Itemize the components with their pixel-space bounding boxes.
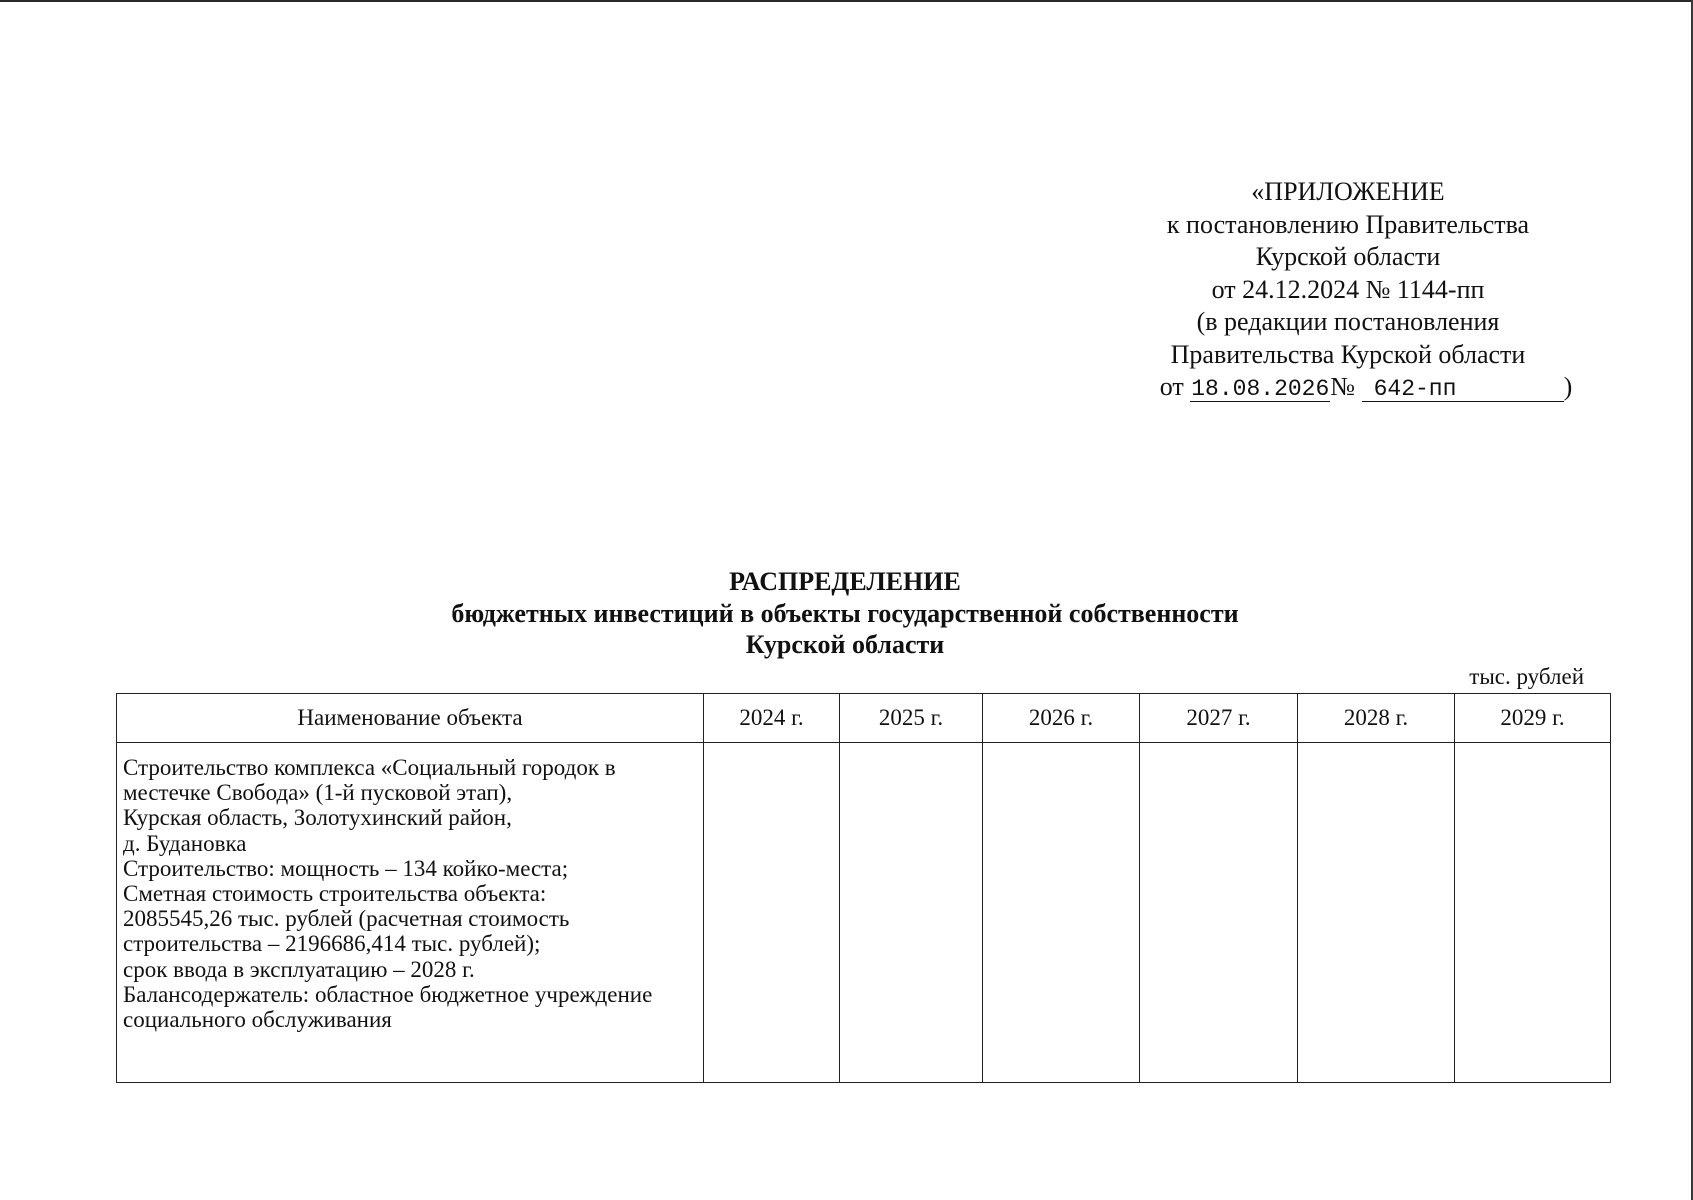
title-heading: РАСПРЕДЕЛЕНИЕ — [729, 567, 961, 596]
object-description-cell — [117, 743, 704, 1083]
description-line: 2085545,26 тыс. рублей (расчетная стоимость — [123, 906, 570, 932]
column-header-2026: 2026 г. — [983, 694, 1140, 743]
value-cell-2029 — [1455, 743, 1611, 1083]
description-line: местечке Свобода» (1-й пусковой этап), — [123, 780, 513, 806]
appendix-line: Правительства Курской области — [1170, 339, 1526, 369]
amendment-suffix: ) — [1563, 372, 1573, 401]
investment-table — [116, 693, 1611, 1083]
description-line: срок ввода в эксплуатацию – 2028 г. — [123, 956, 475, 982]
document-title — [320, 566, 1370, 661]
units-label: тыс. рублей — [1469, 664, 1584, 689]
title-subline: Курской области — [745, 630, 945, 659]
description-line: социального обслуживания — [123, 1007, 392, 1033]
amendment-number: 642-пп — [1362, 377, 1564, 402]
value-cell-2028 — [1298, 743, 1455, 1083]
amendment-date: 18.08.2026 — [1191, 376, 1330, 402]
column-header-2029: 2029 г. — [1455, 694, 1611, 743]
appendix-line: «ПРИЛОЖЕНИЕ — [1251, 177, 1445, 206]
scan-top-edge — [0, 0, 1693, 2]
column-header-2027: 2027 г. — [1140, 694, 1298, 743]
value-cell-2025 — [840, 743, 983, 1083]
description-line: Балансодержатель: областное бюджетное учреждение — [123, 981, 653, 1007]
column-header-2028: 2028 г. — [1298, 694, 1455, 743]
amendment-line — [1136, 371, 1596, 404]
value-cell-2026 — [983, 743, 1140, 1083]
title-subline: бюджетных инвестиций в объекты государственной собственности — [451, 598, 1239, 628]
amendment-number-prefix: № — [1330, 372, 1356, 401]
value-cell-2027 — [1140, 743, 1298, 1083]
appendix-line: Курской области — [1255, 242, 1441, 271]
description-line: д. Будановка — [123, 830, 247, 856]
amendment-prefix: от — [1159, 372, 1184, 401]
table-header-row — [117, 694, 1611, 743]
description-line: Курская область, Золотухинский район, — [123, 805, 512, 831]
appendix-line: к постановлению Правительства — [1166, 209, 1530, 239]
description-line: Строительство: мощность – 134 койко-места; — [123, 855, 569, 881]
description-line: строительства – 2196686,414 тыс. рублей); — [123, 931, 541, 957]
description-line: Строительство комплекса «Социальный городок в — [123, 755, 616, 780]
value-cell-2024 — [704, 743, 840, 1083]
column-header-2024: 2024 г. — [704, 694, 840, 743]
table-row — [117, 743, 1611, 1083]
appendix-header — [1118, 176, 1578, 404]
column-header-object-name: Наименование объекта — [117, 694, 704, 743]
appendix-line: (в редакции постановления — [1196, 307, 1500, 336]
column-header-2025: 2025 г. — [840, 694, 983, 743]
appendix-line: от 24.12.2024 № 1144-пп — [1211, 274, 1485, 304]
description-line: Сметная стоимость строительства объекта: — [123, 881, 547, 907]
